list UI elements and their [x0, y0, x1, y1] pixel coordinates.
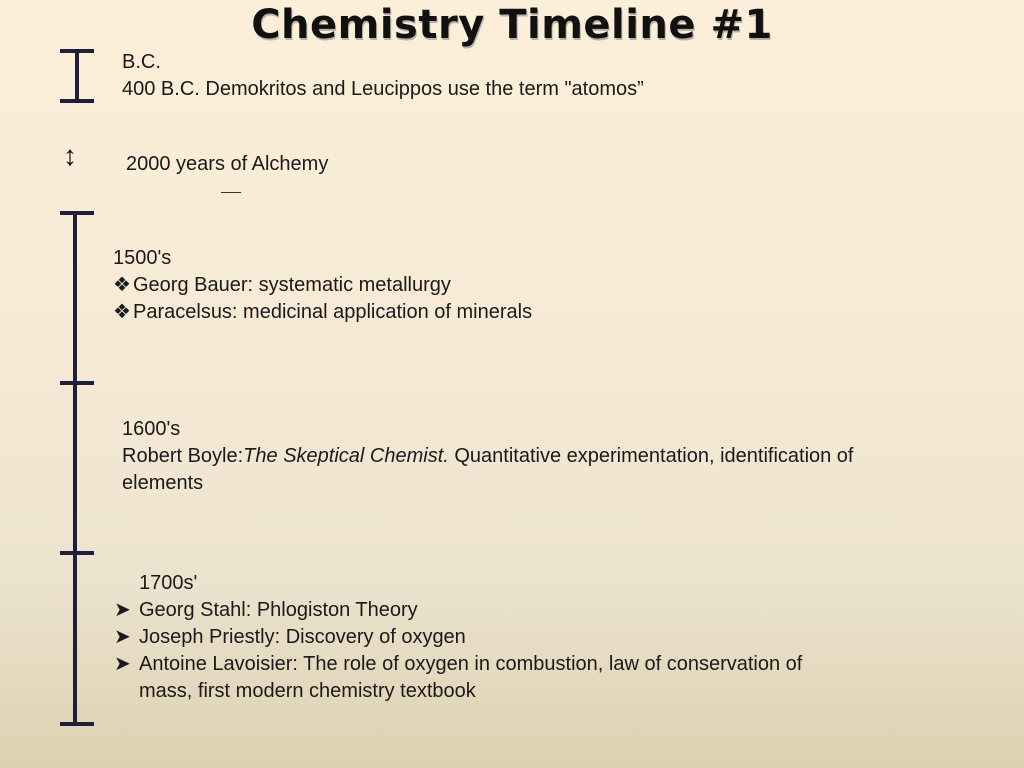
bc-event: 400 B.C. Demokritos and Leucippos use the term "atomos” — [122, 78, 644, 100]
list-item-continuation: mass, first modern chemistry textbook — [139, 680, 476, 702]
timeline-tick-1500 — [60, 211, 94, 215]
list-item: ➤ Georg Stahl: Phlogiston Theory — [114, 597, 418, 624]
c1600-book: The Skeptical Chemist. — [243, 445, 449, 467]
c1600-line — [122, 443, 854, 470]
c1500-heading: 1500's — [113, 247, 172, 269]
timeline-tick-bc-bottom — [60, 99, 94, 103]
timeline-tick-end — [60, 722, 94, 726]
c1700-heading: 1700s' — [139, 572, 198, 594]
c1600-heading: 1600's — [122, 418, 181, 440]
timeline-main-line — [73, 213, 77, 725]
c1600-person: Robert Boyle: — [122, 445, 244, 467]
timeline-tick-1700 — [60, 551, 94, 555]
arrowhead-bullet-icon: ➤ — [114, 626, 131, 648]
divider — [221, 192, 241, 193]
list-item: ❖ Paracelsus: medicinal application of minerals — [113, 299, 532, 326]
list-item: ➤ Joseph Priestly: Discovery of oxygen — [114, 624, 466, 651]
c1600-desc-cont: elements — [122, 472, 204, 494]
list-item: ❖ Georg Bauer: systematic metallurgy — [113, 272, 451, 299]
timeline-tick-1600 — [60, 381, 94, 385]
alchemy-text: 2000 years of Alchemy — [126, 153, 329, 175]
up-down-arrow-icon: ↕ — [63, 140, 77, 171]
arrowhead-bullet-icon: ➤ — [114, 599, 131, 621]
list-item: ➤ Antoine Lavoisier: The role of oxygen in combustion, law of conservation of — [114, 651, 802, 678]
bc-heading: B.C. — [122, 51, 161, 73]
c1600-desc: Quantitative experimentation, identification of — [448, 445, 854, 467]
arrowhead-bullet-icon: ➤ — [114, 653, 131, 675]
diamond-bullet-icon: ❖ — [113, 274, 131, 296]
timeline-segment-bc — [75, 51, 79, 101]
diamond-bullet-icon: ❖ — [113, 301, 131, 323]
page-title: Chemistry Timeline #1 — [251, 2, 773, 48]
